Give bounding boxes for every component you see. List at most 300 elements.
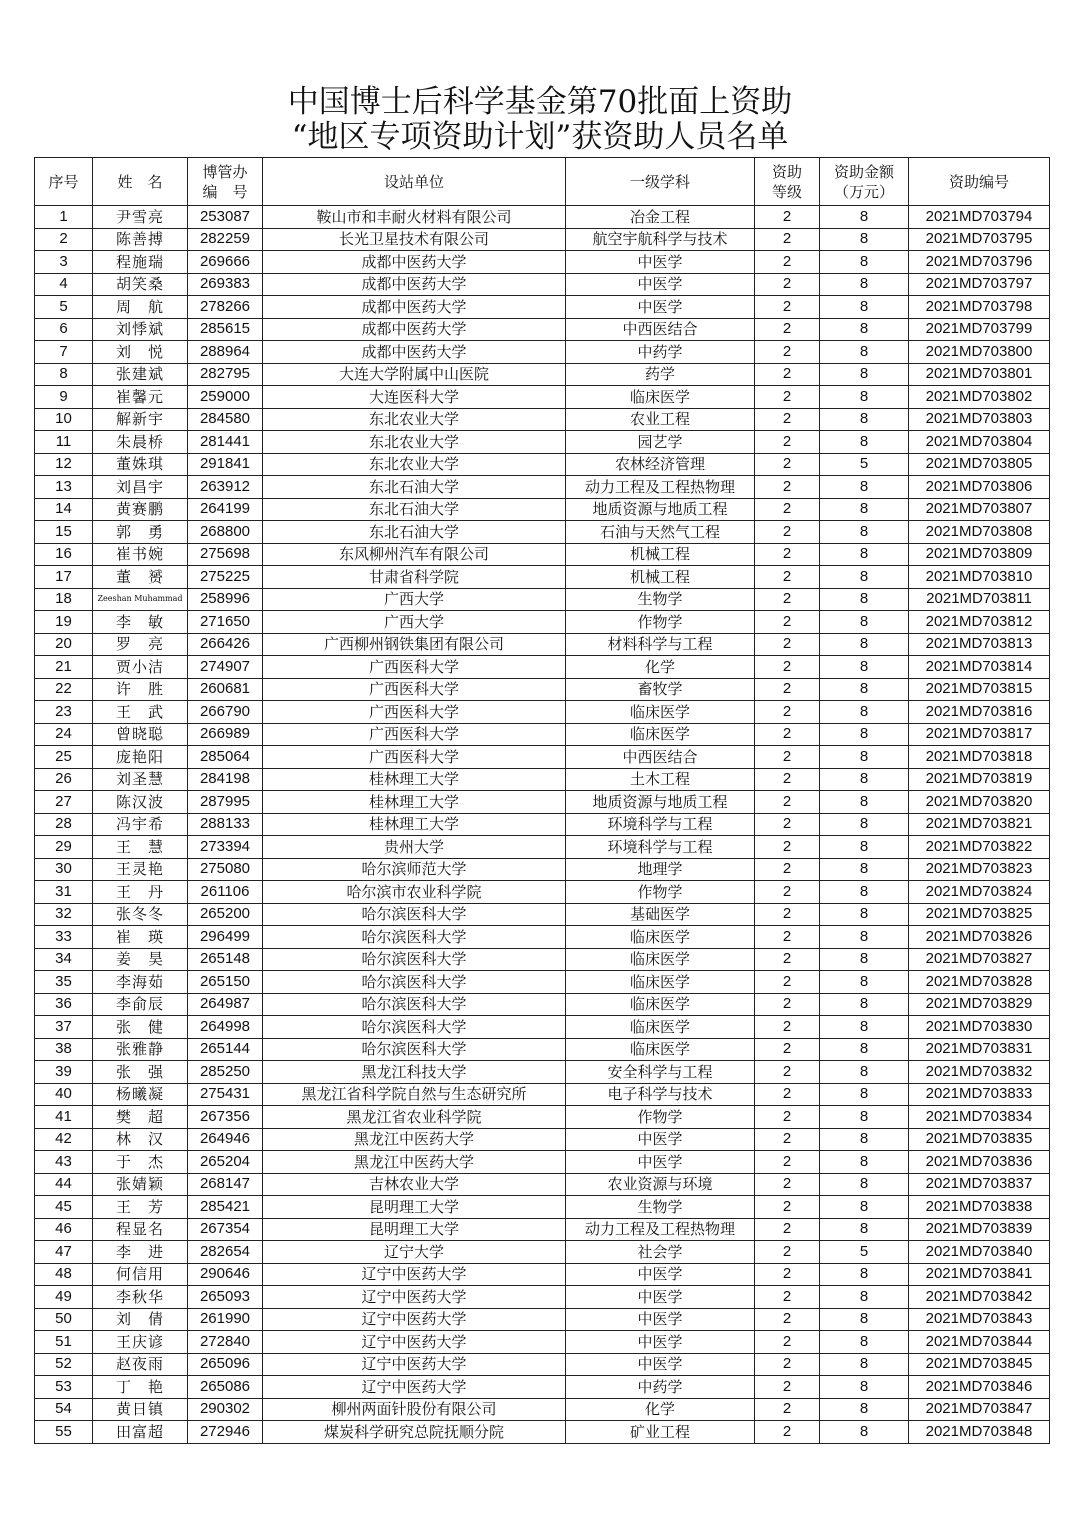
document-title-line-1: 中国博士后科学基金第70批面上资助 bbox=[287, 84, 793, 120]
cell-unit: 辽宁中医药大学 bbox=[263, 1353, 566, 1376]
cell-unit: 东北石油大学 bbox=[263, 476, 566, 499]
cell-grade: 2 bbox=[755, 858, 820, 881]
cell-unit: 哈尔滨医科大学 bbox=[263, 993, 566, 1016]
cell-office-id: 265148 bbox=[188, 948, 263, 971]
cell-index: 19 bbox=[35, 611, 93, 634]
cell-grade: 2 bbox=[755, 1061, 820, 1084]
cell-code: 2021MD703828 bbox=[909, 971, 1050, 994]
cell-office-id: 260681 bbox=[188, 678, 263, 701]
cell-name: 崔馨元 bbox=[93, 386, 188, 409]
cell-code: 2021MD703840 bbox=[909, 1241, 1050, 1264]
cell-index: 33 bbox=[35, 926, 93, 949]
cell-discipline: 临床医学 bbox=[566, 1038, 755, 1061]
cell-office-id: 288133 bbox=[188, 813, 263, 836]
cell-code: 2021MD703829 bbox=[909, 993, 1050, 1016]
cell-office-id: 282259 bbox=[188, 228, 263, 251]
cell-amount: 8 bbox=[820, 431, 909, 454]
cell-amount: 8 bbox=[820, 1061, 909, 1084]
cell-discipline: 中医学 bbox=[566, 296, 755, 319]
cell-grade: 2 bbox=[755, 1353, 820, 1376]
cell-name: 李 进 bbox=[93, 1241, 188, 1264]
cell-name: 董姝琪 bbox=[93, 453, 188, 476]
cell-index: 28 bbox=[35, 813, 93, 836]
cell-amount: 8 bbox=[820, 1263, 909, 1286]
cell-code: 2021MD703843 bbox=[909, 1308, 1050, 1331]
cell-amount: 8 bbox=[820, 813, 909, 836]
cell-index: 55 bbox=[35, 1421, 93, 1444]
cell-code: 2021MD703821 bbox=[909, 813, 1050, 836]
cell-index: 38 bbox=[35, 1038, 93, 1061]
cell-office-id: 269666 bbox=[188, 251, 263, 274]
cell-unit: 哈尔滨医科大学 bbox=[263, 903, 566, 926]
cell-amount: 8 bbox=[820, 1038, 909, 1061]
cell-code: 2021MD703834 bbox=[909, 1106, 1050, 1129]
table-row bbox=[35, 386, 1050, 409]
cell-unit: 吉林农业大学 bbox=[263, 1173, 566, 1196]
cell-amount: 8 bbox=[820, 228, 909, 251]
cell-amount: 8 bbox=[820, 1151, 909, 1174]
cell-office-id: 290302 bbox=[188, 1398, 263, 1421]
cell-grade: 2 bbox=[755, 543, 820, 566]
cell-unit: 长光卫星技术有限公司 bbox=[263, 228, 566, 251]
cell-office-id: 261106 bbox=[188, 881, 263, 904]
cell-discipline: 机械工程 bbox=[566, 566, 755, 589]
table-row bbox=[35, 318, 1050, 341]
cell-unit: 桂林理工大学 bbox=[263, 813, 566, 836]
cell-code: 2021MD703810 bbox=[909, 566, 1050, 589]
cell-code: 2021MD703805 bbox=[909, 453, 1050, 476]
cell-unit: 柳州两面针股份有限公司 bbox=[263, 1398, 566, 1421]
table-row bbox=[35, 1128, 1050, 1151]
cell-amount: 8 bbox=[820, 768, 909, 791]
table-row bbox=[35, 903, 1050, 926]
table-row bbox=[35, 1016, 1050, 1039]
cell-code: 2021MD703807 bbox=[909, 498, 1050, 521]
cell-amount: 8 bbox=[820, 318, 909, 341]
cell-grade: 2 bbox=[755, 588, 820, 611]
cell-index: 53 bbox=[35, 1376, 93, 1399]
cell-grade: 2 bbox=[755, 813, 820, 836]
header-name: 姓 名 bbox=[93, 158, 188, 206]
cell-name: 王 武 bbox=[93, 701, 188, 724]
cell-office-id: 265144 bbox=[188, 1038, 263, 1061]
table-row bbox=[35, 723, 1050, 746]
cell-discipline: 地质资源与地质工程 bbox=[566, 791, 755, 814]
cell-name: 王庆谚 bbox=[93, 1331, 188, 1354]
cell-grade: 2 bbox=[755, 656, 820, 679]
cell-name: 刘昌宇 bbox=[93, 476, 188, 499]
cell-name: 何信用 bbox=[93, 1263, 188, 1286]
cell-amount: 8 bbox=[820, 903, 909, 926]
cell-grade: 2 bbox=[755, 791, 820, 814]
funding-recipients-table bbox=[34, 157, 1050, 1444]
cell-discipline: 安全科学与工程 bbox=[566, 1061, 755, 1084]
cell-discipline: 机械工程 bbox=[566, 543, 755, 566]
cell-grade: 2 bbox=[755, 273, 820, 296]
cell-grade: 2 bbox=[755, 1218, 820, 1241]
cell-code: 2021MD703796 bbox=[909, 251, 1050, 274]
cell-grade: 2 bbox=[755, 341, 820, 364]
cell-grade: 2 bbox=[755, 1173, 820, 1196]
cell-grade: 2 bbox=[755, 678, 820, 701]
cell-discipline: 中西医结合 bbox=[566, 746, 755, 769]
cell-grade: 2 bbox=[755, 1106, 820, 1129]
cell-grade: 2 bbox=[755, 1376, 820, 1399]
cell-name: 张雅静 bbox=[93, 1038, 188, 1061]
cell-grade: 2 bbox=[755, 408, 820, 431]
table-row bbox=[35, 926, 1050, 949]
table-row bbox=[35, 1421, 1050, 1444]
cell-unit: 成都中医药大学 bbox=[263, 251, 566, 274]
cell-amount: 8 bbox=[820, 1331, 909, 1354]
cell-discipline: 中医学 bbox=[566, 251, 755, 274]
cell-office-id: 285615 bbox=[188, 318, 263, 341]
table-row bbox=[35, 521, 1050, 544]
cell-name: 李俞辰 bbox=[93, 993, 188, 1016]
table-row bbox=[35, 656, 1050, 679]
cell-index: 7 bbox=[35, 341, 93, 364]
cell-index: 1 bbox=[35, 206, 93, 229]
cell-name: 于 杰 bbox=[93, 1151, 188, 1174]
table-row bbox=[35, 498, 1050, 521]
cell-code: 2021MD703814 bbox=[909, 656, 1050, 679]
cell-discipline: 中西医结合 bbox=[566, 318, 755, 341]
cell-amount: 8 bbox=[820, 633, 909, 656]
cell-grade: 2 bbox=[755, 768, 820, 791]
cell-office-id: 273394 bbox=[188, 836, 263, 859]
cell-unit: 桂林理工大学 bbox=[263, 791, 566, 814]
cell-index: 30 bbox=[35, 858, 93, 881]
cell-code: 2021MD703816 bbox=[909, 701, 1050, 724]
cell-unit: 黑龙江省科学院自然与生态研究所 bbox=[263, 1083, 566, 1106]
cell-discipline: 临床医学 bbox=[566, 701, 755, 724]
cell-name: 周 航 bbox=[93, 296, 188, 319]
cell-office-id: 265204 bbox=[188, 1151, 263, 1174]
cell-index: 54 bbox=[35, 1398, 93, 1421]
cell-office-id: 275431 bbox=[188, 1083, 263, 1106]
cell-code: 2021MD703820 bbox=[909, 791, 1050, 814]
cell-amount: 8 bbox=[820, 273, 909, 296]
cell-code: 2021MD703813 bbox=[909, 633, 1050, 656]
cell-name: 刘圣慧 bbox=[93, 768, 188, 791]
cell-unit: 哈尔滨师范大学 bbox=[263, 858, 566, 881]
cell-unit: 成都中医药大学 bbox=[263, 296, 566, 319]
cell-amount: 8 bbox=[820, 701, 909, 724]
table-row bbox=[35, 836, 1050, 859]
cell-grade: 2 bbox=[755, 836, 820, 859]
cell-name: 刘悸斌 bbox=[93, 318, 188, 341]
cell-office-id: 282654 bbox=[188, 1241, 263, 1264]
cell-office-id: 265096 bbox=[188, 1353, 263, 1376]
cell-grade: 2 bbox=[755, 971, 820, 994]
cell-office-id: 288964 bbox=[188, 341, 263, 364]
cell-index: 11 bbox=[35, 431, 93, 454]
header-discipline: 一级学科 bbox=[566, 158, 755, 206]
cell-grade: 2 bbox=[755, 1241, 820, 1264]
cell-index: 15 bbox=[35, 521, 93, 544]
cell-code: 2021MD703831 bbox=[909, 1038, 1050, 1061]
cell-code: 2021MD703841 bbox=[909, 1263, 1050, 1286]
cell-code: 2021MD703845 bbox=[909, 1353, 1050, 1376]
cell-code: 2021MD703802 bbox=[909, 386, 1050, 409]
cell-amount: 8 bbox=[820, 971, 909, 994]
cell-grade: 2 bbox=[755, 1263, 820, 1286]
cell-office-id: 275225 bbox=[188, 566, 263, 589]
cell-grade: 2 bbox=[755, 1196, 820, 1219]
cell-grade: 2 bbox=[755, 206, 820, 229]
cell-name: 张建斌 bbox=[93, 363, 188, 386]
cell-office-id: 275080 bbox=[188, 858, 263, 881]
cell-name: 刘 悦 bbox=[93, 341, 188, 364]
cell-index: 5 bbox=[35, 296, 93, 319]
cell-unit: 辽宁中医药大学 bbox=[263, 1331, 566, 1354]
cell-office-id: 274907 bbox=[188, 656, 263, 679]
cell-index: 16 bbox=[35, 543, 93, 566]
cell-name: 王灵艳 bbox=[93, 858, 188, 881]
header-unit: 设站单位 bbox=[263, 158, 566, 206]
cell-discipline: 中医学 bbox=[566, 1128, 755, 1151]
table-row bbox=[35, 251, 1050, 274]
document-title-line-2: “地区专项资助计划”获资助人员名单 bbox=[291, 119, 789, 155]
cell-name: 张冬冬 bbox=[93, 903, 188, 926]
cell-discipline: 农业工程 bbox=[566, 408, 755, 431]
cell-unit: 广西柳州钢铁集团有限公司 bbox=[263, 633, 566, 656]
cell-office-id: 267354 bbox=[188, 1218, 263, 1241]
table-row bbox=[35, 273, 1050, 296]
cell-discipline: 基础医学 bbox=[566, 903, 755, 926]
cell-amount: 8 bbox=[820, 1218, 909, 1241]
cell-name: 董 赟 bbox=[93, 566, 188, 589]
cell-unit: 成都中医药大学 bbox=[263, 341, 566, 364]
table-row bbox=[35, 453, 1050, 476]
cell-grade: 2 bbox=[755, 1038, 820, 1061]
table-row bbox=[35, 768, 1050, 791]
cell-unit: 东风柳州汽车有限公司 bbox=[263, 543, 566, 566]
cell-office-id: 290646 bbox=[188, 1263, 263, 1286]
cell-office-id: 285064 bbox=[188, 746, 263, 769]
cell-unit: 辽宁大学 bbox=[263, 1241, 566, 1264]
cell-discipline: 中医学 bbox=[566, 1331, 755, 1354]
cell-grade: 2 bbox=[755, 363, 820, 386]
cell-index: 8 bbox=[35, 363, 93, 386]
cell-unit: 大连医科大学 bbox=[263, 386, 566, 409]
cell-amount: 8 bbox=[820, 1421, 909, 1444]
cell-grade: 2 bbox=[755, 903, 820, 926]
cell-code: 2021MD703838 bbox=[909, 1196, 1050, 1219]
cell-code: 2021MD703823 bbox=[909, 858, 1050, 881]
cell-amount: 8 bbox=[820, 746, 909, 769]
cell-name: 王 丹 bbox=[93, 881, 188, 904]
cell-grade: 2 bbox=[755, 296, 820, 319]
cell-amount: 8 bbox=[820, 543, 909, 566]
cell-code: 2021MD703797 bbox=[909, 273, 1050, 296]
cell-amount: 8 bbox=[820, 1196, 909, 1219]
table-row bbox=[35, 1061, 1050, 1084]
cell-discipline: 石油与天然气工程 bbox=[566, 521, 755, 544]
cell-unit: 辽宁中医药大学 bbox=[263, 1308, 566, 1331]
table-row bbox=[35, 633, 1050, 656]
cell-name: 赵夜雨 bbox=[93, 1353, 188, 1376]
cell-grade: 2 bbox=[755, 611, 820, 634]
table-row bbox=[35, 1376, 1050, 1399]
cell-grade: 2 bbox=[755, 476, 820, 499]
cell-discipline: 农林经济管理 bbox=[566, 453, 755, 476]
cell-amount: 8 bbox=[820, 723, 909, 746]
cell-amount: 5 bbox=[820, 1241, 909, 1264]
cell-code: 2021MD703819 bbox=[909, 768, 1050, 791]
cell-discipline: 动力工程及工程热物理 bbox=[566, 1218, 755, 1241]
cell-discipline: 作物学 bbox=[566, 611, 755, 634]
cell-office-id: 265093 bbox=[188, 1286, 263, 1309]
cell-amount: 8 bbox=[820, 948, 909, 971]
cell-amount: 8 bbox=[820, 656, 909, 679]
cell-discipline: 电子科学与技术 bbox=[566, 1083, 755, 1106]
cell-code: 2021MD703809 bbox=[909, 543, 1050, 566]
table-row bbox=[35, 611, 1050, 634]
cell-index: 37 bbox=[35, 1016, 93, 1039]
cell-discipline: 临床医学 bbox=[566, 386, 755, 409]
cell-index: 45 bbox=[35, 1196, 93, 1219]
table-header-row bbox=[35, 158, 1050, 206]
cell-office-id: 282795 bbox=[188, 363, 263, 386]
cell-unit: 广西医科大学 bbox=[263, 701, 566, 724]
cell-amount: 8 bbox=[820, 1308, 909, 1331]
cell-code: 2021MD703795 bbox=[909, 228, 1050, 251]
table-row bbox=[35, 588, 1050, 611]
table-row bbox=[35, 1241, 1050, 1264]
cell-amount: 5 bbox=[820, 453, 909, 476]
cell-unit: 成都中医药大学 bbox=[263, 273, 566, 296]
cell-name: 解新宇 bbox=[93, 408, 188, 431]
cell-amount: 8 bbox=[820, 476, 909, 499]
cell-amount: 8 bbox=[820, 588, 909, 611]
cell-index: 4 bbox=[35, 273, 93, 296]
table-row bbox=[35, 431, 1050, 454]
header-amount: 资助金额 （万元） bbox=[820, 158, 909, 206]
cell-office-id: 264199 bbox=[188, 498, 263, 521]
cell-discipline: 社会学 bbox=[566, 1241, 755, 1264]
cell-discipline: 中药学 bbox=[566, 1376, 755, 1399]
cell-discipline: 农业资源与环境 bbox=[566, 1173, 755, 1196]
table-row bbox=[35, 1083, 1050, 1106]
cell-office-id: 268800 bbox=[188, 521, 263, 544]
cell-discipline: 生物学 bbox=[566, 1196, 755, 1219]
cell-index: 14 bbox=[35, 498, 93, 521]
cell-unit: 东北石油大学 bbox=[263, 498, 566, 521]
cell-code: 2021MD703794 bbox=[909, 206, 1050, 229]
cell-name: 张婧颖 bbox=[93, 1173, 188, 1196]
table-row bbox=[35, 476, 1050, 499]
table-row bbox=[35, 341, 1050, 364]
cell-discipline: 中医学 bbox=[566, 1308, 755, 1331]
table-row bbox=[35, 1308, 1050, 1331]
cell-grade: 2 bbox=[755, 1083, 820, 1106]
cell-grade: 2 bbox=[755, 633, 820, 656]
cell-office-id: 264998 bbox=[188, 1016, 263, 1039]
cell-unit: 煤炭科学研究总院抚顺分院 bbox=[263, 1421, 566, 1444]
cell-discipline: 土木工程 bbox=[566, 768, 755, 791]
cell-office-id: 272840 bbox=[188, 1331, 263, 1354]
cell-discipline: 环境科学与工程 bbox=[566, 813, 755, 836]
cell-unit: 广西医科大学 bbox=[263, 746, 566, 769]
cell-code: 2021MD703806 bbox=[909, 476, 1050, 499]
cell-discipline: 化学 bbox=[566, 656, 755, 679]
cell-amount: 8 bbox=[820, 363, 909, 386]
cell-code: 2021MD703839 bbox=[909, 1218, 1050, 1241]
cell-unit: 昆明理工大学 bbox=[263, 1218, 566, 1241]
cell-amount: 8 bbox=[820, 1376, 909, 1399]
table-row bbox=[35, 1173, 1050, 1196]
cell-name: 李 敏 bbox=[93, 611, 188, 634]
cell-name: 许 胜 bbox=[93, 678, 188, 701]
cell-name: 崔 瑛 bbox=[93, 926, 188, 949]
table-row bbox=[35, 228, 1050, 251]
cell-name: 樊 超 bbox=[93, 1106, 188, 1129]
cell-grade: 2 bbox=[755, 453, 820, 476]
cell-index: 21 bbox=[35, 656, 93, 679]
header-code: 资助编号 bbox=[909, 158, 1050, 206]
cell-amount: 8 bbox=[820, 1128, 909, 1151]
table-row bbox=[35, 1038, 1050, 1061]
cell-index: 34 bbox=[35, 948, 93, 971]
cell-office-id: 259000 bbox=[188, 386, 263, 409]
cell-index: 3 bbox=[35, 251, 93, 274]
cell-index: 32 bbox=[35, 903, 93, 926]
table-row bbox=[35, 566, 1050, 589]
cell-amount: 8 bbox=[820, 1353, 909, 1376]
cell-code: 2021MD703801 bbox=[909, 363, 1050, 386]
cell-code: 2021MD703833 bbox=[909, 1083, 1050, 1106]
table-row bbox=[35, 971, 1050, 994]
cell-index: 29 bbox=[35, 836, 93, 859]
cell-index: 27 bbox=[35, 791, 93, 814]
cell-name: 程施瑞 bbox=[93, 251, 188, 274]
cell-unit: 甘肃省科学院 bbox=[263, 566, 566, 589]
cell-grade: 2 bbox=[755, 251, 820, 274]
cell-discipline: 航空宇航科学与技术 bbox=[566, 228, 755, 251]
cell-name: 王 芳 bbox=[93, 1196, 188, 1219]
cell-amount: 8 bbox=[820, 1173, 909, 1196]
cell-office-id: 265200 bbox=[188, 903, 263, 926]
cell-discipline: 中药学 bbox=[566, 341, 755, 364]
cell-discipline: 环境科学与工程 bbox=[566, 836, 755, 859]
cell-discipline: 临床医学 bbox=[566, 926, 755, 949]
cell-unit: 贵州大学 bbox=[263, 836, 566, 859]
cell-grade: 2 bbox=[755, 701, 820, 724]
cell-discipline: 中医学 bbox=[566, 273, 755, 296]
cell-office-id: 296499 bbox=[188, 926, 263, 949]
cell-discipline: 地理学 bbox=[566, 858, 755, 881]
cell-code: 2021MD703803 bbox=[909, 408, 1050, 431]
header-office-id: 博管办 编 号 bbox=[188, 158, 263, 206]
table-row bbox=[35, 296, 1050, 319]
cell-grade: 2 bbox=[755, 926, 820, 949]
cell-discipline: 矿业工程 bbox=[566, 1421, 755, 1444]
cell-discipline: 化学 bbox=[566, 1398, 755, 1421]
cell-office-id: 275698 bbox=[188, 543, 263, 566]
cell-name: 冯宇希 bbox=[93, 813, 188, 836]
cell-discipline: 冶金工程 bbox=[566, 206, 755, 229]
cell-code: 2021MD703846 bbox=[909, 1376, 1050, 1399]
cell-name: 贾小洁 bbox=[93, 656, 188, 679]
cell-unit: 广西大学 bbox=[263, 588, 566, 611]
cell-code: 2021MD703804 bbox=[909, 431, 1050, 454]
cell-index: 36 bbox=[35, 993, 93, 1016]
cell-office-id: 266426 bbox=[188, 633, 263, 656]
cell-office-id: 264987 bbox=[188, 993, 263, 1016]
cell-code: 2021MD703822 bbox=[909, 836, 1050, 859]
cell-unit: 辽宁中医药大学 bbox=[263, 1286, 566, 1309]
